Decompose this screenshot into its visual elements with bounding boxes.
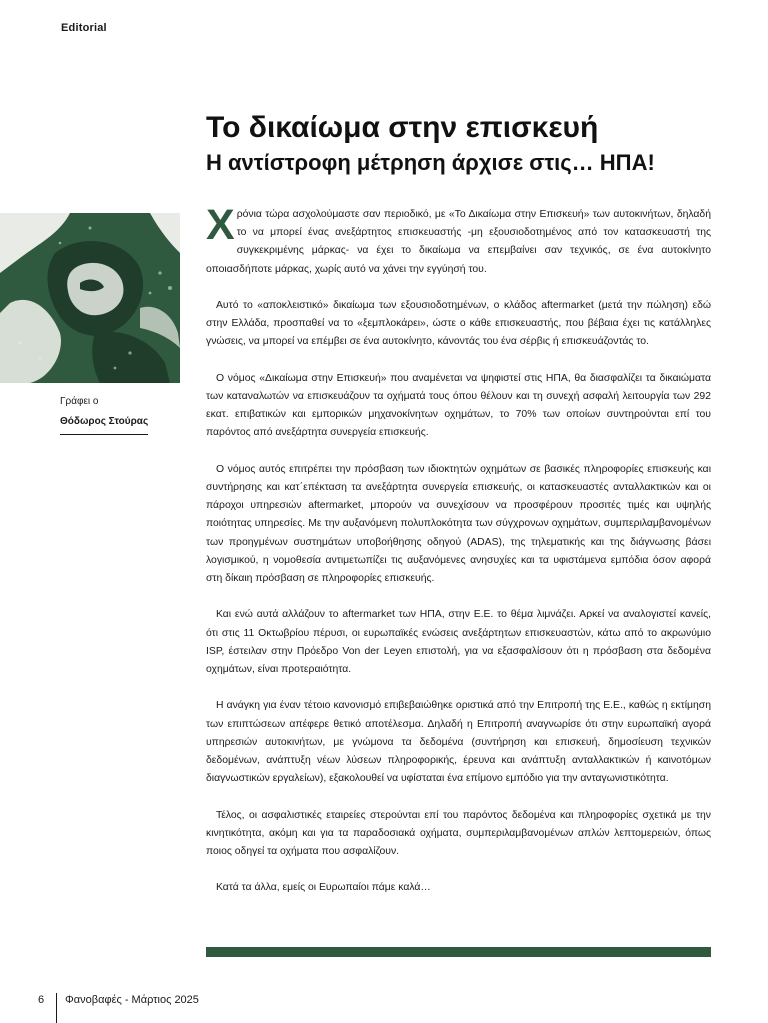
author-photo-graphic [0, 213, 180, 383]
article-paragraph: Τέλος, οι ασφαλιστικές εταιρείες στερούνται επί του παρόντος δεδομένα και πληροφορίες σχετικά με την κινητικότητα, ακόμη και για τα παραδοσιακά οχήματα, συμπεριλαμβανομένων απλών λεπτομερειών, όπως ποιος οδηγεί τα οχήματα που ασφαλίζουν. [206, 809, 711, 858]
page-number: 6 [38, 994, 45, 1006]
article-paragraph: Ο νόμος αυτός επιτρέπει την πρόσβαση των ιδιοκτητών οχημάτων σε βασικές πληροφορίες επισκευής και συντήρησης και κατ΄επέκταση τα ανεξάρτητα συνεργεία επισκευής, οι κατασκευαστές ανταλλακτικών και οι πάροχοι υπηρεσιών aftermarket, μπορούν να συνεχίσουν να προσφέρουν προσιτές τιμές και υψηλής ποιότητας υπηρεσίες. Με την αυξανόμενη πολυπλοκότητα των σύγχρονων οχημάτων, συμπεριλαμβανομένων των προηγμένων συστημάτων υποβοήθησης οδηγού (ADAS), της τηλεματικής και της διάγνωσης βάσει λογισμικού, η νομοθεσία αντιμετωπίζει τις αυξανόμενες ανησυχίες και τα υφιστάμενα εμπόδια όσον αφορά στη δίκαιη πρόσβαση σε πληροφορίες επισκευής. [206, 463, 711, 585]
byline [60, 392, 170, 435]
drop-cap: Χ [206, 201, 235, 249]
author-photo [0, 213, 180, 383]
article-title: Το δικαίωμα στην επισκευή [206, 111, 599, 144]
article-paragraph: Αυτό το «αποκλειστικό» δικαίωμα των εξουσιοδοτημένων, ο κλάδος aftermarket (μετά την πώληση) εδώ στην Ελλάδα, προσπαθεί να το «ξεμπλοκάρει», ώστε ο κάθε επισκευαστής, που βέβαια έχει τις κατάλληλες γνώσεις, να μπορεί να επέμβει σε ένα αυτοκίνητο, κάνοντάς του ένα σέρβις ή επισκευάζοντάς το. [206, 300, 711, 348]
article-paragraph [206, 201, 711, 279]
footer-divider [56, 993, 57, 1023]
page-footer [38, 993, 199, 1023]
first-paragraph-text: ρόνια τώρα ασχολούμαστε σαν περιοδικό, με «Το Δικαίωμα στην Επισκευή» των αυτοκινήτων, δηλαδή το να μπορεί ένας ανεξάρτητος επισκευαστής -μη εξουσιοδοτημένος από τον κατασκευαστή της συγκεκριμένης μάρκας- να έχει το δικαίωμα να επεμβαίνει σαν τεχνικός, σε ένα αυτοκίνητο οποιασδήποτε μάρκας, χωρίς αυτό να χάνει την εγγύησή του. [206, 209, 711, 275]
section-label: Editorial [61, 22, 107, 34]
article-paragraph: Και ενώ αυτά αλλάζουν το aftermarket των ΗΠΑ, στην Ε.Ε. το θέμα λιμνάζει. Αρκεί να αναλογιστεί κανείς, ότι στις 11 Οκτωβρίου πέρυσι, οι ευρωπαϊκές ενώσεις ανεξάρτητων επισκευαστών, κάτω από το ακρωνύμιο ISP, έστειλαν στην Πρόεδρο Von der Leyen επιστολή, για να εξασφαλίσουν ότι η πρόσβαση στα δεδομένα οχημάτων, είναι προτεραιότητα. [206, 609, 711, 676]
article-paragraph: Η ανάγκη για έναν τέτοιο κανονισμό επιβεβαιώθηκε οριστικά από την Επιτροπή της Ε.Ε., καθώς η εκτίμηση των επιπτώσεων απέφερε θετικό αποτέλεσμα. Δηλαδή η Επιτροπή αναγνωρίσε ότι στην ευρωπαϊκή αγορά υπηρεσιών αυτοκινήτων, με γνώμονα τα δεδομένα (συντήρηση και επισκευή, δημοσίευση τεχνικών δεδομένων, ανάπτυξη νέων λύσεων πληροφορικής, έρευνα και ανάπτυξη ανταλλακτικών ή καινοτόμων διαγνωστικών εργαλείων), εξακολουθεί να υφίσταται ένα επίμονο εμπόδιο για την ανταγωνιστικότητα. [206, 700, 711, 785]
article-subtitle: Η αντίστροφη μέτρηση άρχισε στις… ΗΠΑ! [206, 150, 655, 175]
article-body [206, 201, 711, 916]
article-paragraph: Κατά τα άλλα, εμείς οι Ευρωπαίοι πάμε καλά… [216, 882, 431, 894]
publication-info: Φανοβαφές - Μάρτιος 2025 [65, 994, 199, 1006]
byline-label: Γράφει ο [60, 396, 99, 407]
article-paragraph: Ο νόμος «Δικαίωμα στην Επισκευή» που αναμένεται να ψηφιστεί στις ΗΠΑ, θα διασφαλίζει τα δικαιώματα των καταναλωτών να επισκευάζουν τα οχήματά τους όπου θέλουν και τη συνεχή ασφαλή λειτουργία των 292 εκατ. επιβατικών και εμπορικών μηχανοκίνητων οχημάτων, το 70% των οποίων συντηρούνται επί του παρόντος από ανεξάρτητα συνεργεία επισκευής. [206, 372, 711, 439]
byline-author-name: Θόδωρος Στούρας [60, 412, 148, 435]
decorative-bar [206, 947, 711, 957]
